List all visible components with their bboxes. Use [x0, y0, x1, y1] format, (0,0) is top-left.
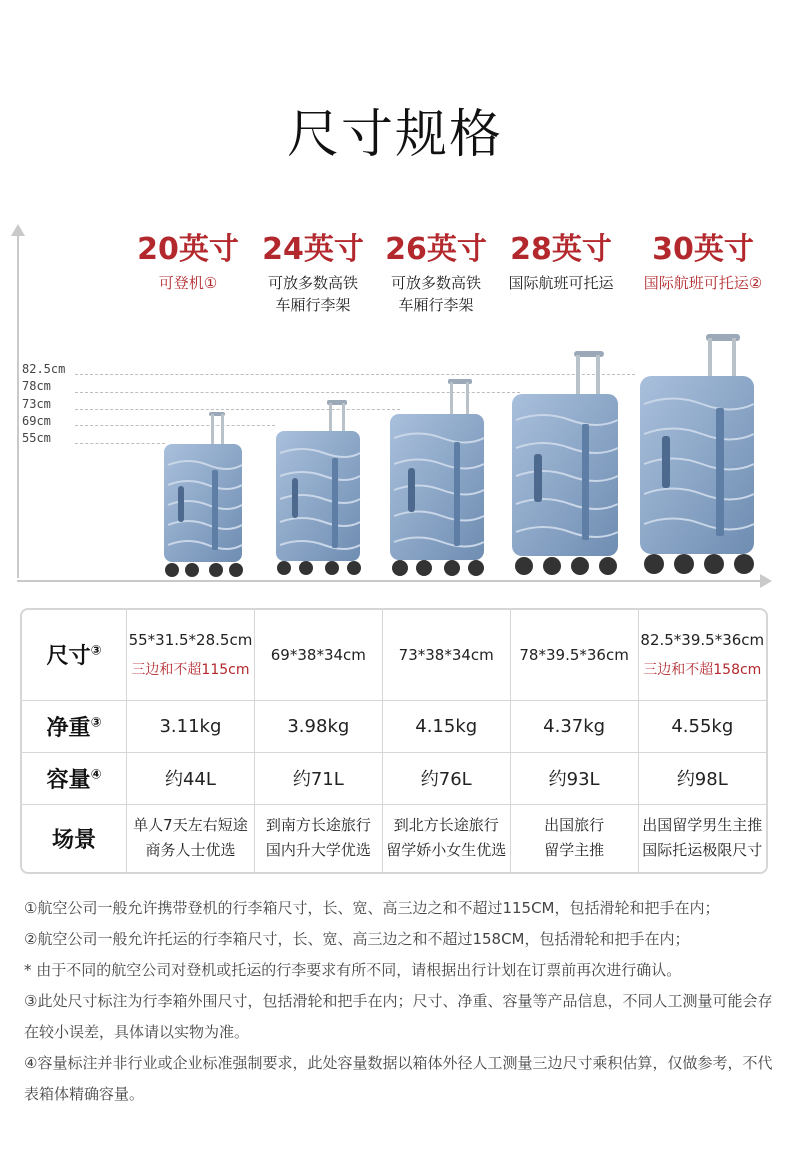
page-title: 尺寸规格 — [286, 105, 503, 165]
scenario-line: 到北方长途旅行 — [393, 816, 499, 835]
suitcase-30-image — [636, 332, 758, 578]
footnote-1: ①航空公司一般允许携带登机的行李箱尺寸，长、宽、高三边之和不超过115CM，包括滑轮和把手在内； — [24, 899, 720, 917]
height-label: 82.5cm — [22, 362, 66, 376]
y-axis-arrow-icon — [11, 224, 25, 236]
dimension-value: 78*39.5*36cm — [519, 645, 629, 664]
y-axis — [17, 228, 19, 578]
suitcase-20-image — [160, 410, 246, 580]
scenario-line: 到南方长途旅行 — [265, 816, 371, 835]
table-cell — [510, 610, 638, 700]
x-axis — [17, 580, 767, 582]
size-heading-30 — [628, 232, 778, 294]
size-label: 30英寸 — [652, 232, 754, 267]
scenario-cell — [382, 804, 510, 872]
dimension-note: 三边和不超158cm — [643, 661, 762, 678]
footnote-3: ③此处尺寸标注为行李箱外围尺寸，包括滑轮和把手在内；尺寸、净重、容量等产品信息，不同人工测量可能会存在较小误差，具体请以实物为准。 — [24, 992, 773, 1041]
capacity-value: 约44L — [127, 752, 255, 804]
size-desc: 国际航班可托运② — [643, 274, 763, 292]
row-head-label: 场景 — [51, 827, 96, 853]
capacity-value: 约98L — [638, 752, 766, 804]
scenario-cell — [510, 804, 638, 872]
height-label: 78cm — [22, 379, 51, 393]
scenario-line: 出国留学男生主推 — [642, 816, 763, 835]
weight-value: 3.98kg — [254, 700, 382, 752]
size-heading-26 — [372, 232, 500, 316]
row-head — [22, 804, 127, 872]
dimension-note: 三边和不超115cm — [131, 661, 250, 678]
footnote-2: ②航空公司一般允许托运的行李箱尺寸，长、宽、高三边之和不超过158CM，包括滑轮和把手在内； — [24, 930, 690, 948]
size-heading-24 — [249, 232, 377, 316]
size-label: 24英寸 — [262, 232, 364, 267]
table-row — [22, 610, 766, 700]
scenario-line: 单人7天左右短途 — [133, 816, 248, 835]
size-desc: 国际航班可托运 — [508, 274, 614, 292]
height-label: 69cm — [22, 414, 51, 428]
table-row — [22, 804, 766, 872]
footnote-disclaimer: * 由于不同的航空公司对登机或托运的行李要求有所不同，请根据出行计划在订票前再次进行确认。 — [24, 961, 682, 979]
table-cell — [254, 610, 382, 700]
scenario-line: 国际托运极限尺寸 — [642, 841, 763, 860]
size-label: 28英寸 — [510, 232, 612, 267]
capacity-value: 约93L — [510, 752, 638, 804]
dimension-value: 69*38*34cm — [270, 645, 366, 664]
x-axis-arrow-icon — [760, 574, 772, 588]
footnote-mark: ③ — [90, 715, 102, 731]
suitcase-24-image — [272, 398, 364, 578]
scenario-line: 出国旅行 — [544, 816, 605, 835]
suitcase-28-image — [508, 350, 622, 578]
row-head — [22, 700, 127, 752]
weight-value: 4.37kg — [510, 700, 638, 752]
spec-table — [20, 608, 768, 874]
weight-value: 4.55kg — [638, 700, 766, 752]
row-head-label: 容量 — [46, 767, 91, 793]
table-row — [22, 700, 766, 752]
dimension-value: 82.5*39.5*36cm — [640, 630, 765, 649]
footnote-mark: ④ — [90, 767, 102, 783]
weight-value: 4.15kg — [382, 700, 510, 752]
row-head — [22, 752, 127, 804]
capacity-value: 约76L — [382, 752, 510, 804]
height-label: 73cm — [22, 397, 51, 411]
row-head — [22, 610, 127, 700]
size-label: 26英寸 — [385, 232, 487, 267]
row-head-label: 净重 — [46, 715, 91, 741]
dimension-value: 55*31.5*28.5cm — [128, 630, 253, 649]
scenario-line: 留学娇小女生优选 — [386, 841, 507, 860]
scenario-cell — [254, 804, 382, 872]
scenario-line: 留学主推 — [544, 841, 605, 860]
size-desc: 车厢行李架 — [275, 296, 351, 314]
size-label: 20英寸 — [137, 232, 239, 267]
table-cell — [638, 610, 766, 700]
size-heading-28 — [497, 232, 625, 294]
scenario-cell — [638, 804, 766, 872]
capacity-value: 约71L — [254, 752, 382, 804]
scenario-line: 商务人士优选 — [145, 841, 236, 860]
height-label: 55cm — [22, 431, 51, 445]
size-desc: 可放多数高铁 — [267, 274, 358, 292]
size-desc: 车厢行李架 — [398, 296, 474, 314]
suitcase-26-image — [386, 378, 488, 578]
table-cell — [127, 610, 255, 700]
scenario-line: 国内升大学优选 — [265, 841, 371, 860]
size-heading-20 — [124, 232, 252, 294]
size-desc: 可登机① — [158, 274, 218, 292]
footnote-4: ④容量标注并非行业或企业标准强制要求，此处容量数据以箱体外径人工测量三边尺寸乘积估算，仅做参考，不代表箱体精确容量。 — [24, 1054, 773, 1103]
table-cell — [382, 610, 510, 700]
scenario-cell — [127, 804, 255, 872]
footnotes — [24, 893, 774, 1110]
row-head-label: 尺寸 — [46, 644, 91, 670]
footnote-mark: ③ — [90, 643, 102, 659]
table-row — [22, 752, 766, 804]
dimension-value: 73*38*34cm — [398, 645, 494, 664]
size-desc: 可放多数高铁 — [390, 274, 481, 292]
guide-line-55 — [75, 443, 165, 444]
weight-value: 3.11kg — [127, 700, 255, 752]
